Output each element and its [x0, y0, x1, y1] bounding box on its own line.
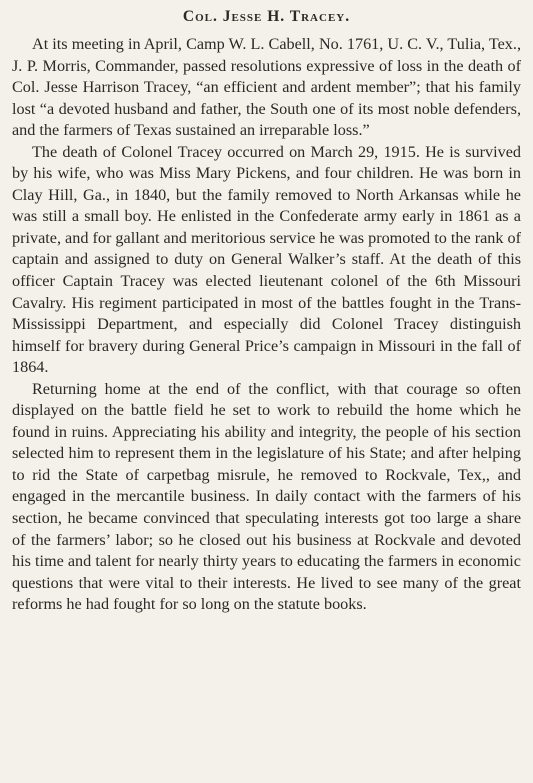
- paragraph-resolution: At its meeting in April, Camp W. L. Cabell, No. 1761, U. C. V., Tulia, Tex., J. P. Morris, Commander, passed resolutions expressive of loss in the death of Col. Jesse Harrison Tracey, “an efficient and ardent member”; that his family lost “a devoted husband and father, the South one of its most noble defenders, and the farmers of Texas sustained an irreparable loss.”: [12, 35, 521, 140]
- paragraph-later-life: Returning home at the end of the conflict, with that courage so often displayed on the battle field he set to work to rebuild the home which he found in ruins. Appreciating his ability and integrity, the people of his section selected him to represent them in the legislature of his State; and after helping to rid the State of carpetbag misrule, he removed to Rockvale, Tex,, and engaged in the mercantile business. In daily contact with the farmers of his section, he became convinced that speculating interests got too large a share of the farmers’ labor; so he closed out his business at Rockvale and devoted his time and talent for nearly thirty years to educating the farmers in economic questions that were vital to their interests. He lived to see many of the great reforms he had fought for so long on the statute books.: [12, 379, 521, 614]
- article-title: Col. Jesse H. Tracey.: [182, 8, 351, 25]
- paragraph-biography: The death of Colonel Tracey occurred on March 29, 1915. He is survived by his wife, who was Miss Mary Pickens, and four children. He was born in Clay Hill, Ga., in 1840, but the family removed to North Arkansas while he was still a small boy. He enlisted in the Confederate army early in 1861 as a private, and for gallant and meritorious service he was promoted to the rank of captain and assigned to duty on General Walker’s staff. At the death of this officer Captain Tracey was elected lieutenant colonel of the 6th Missouri Cavalry. His regiment participated in most of the battles fought in the Trans-Mississippi Department, and especially did Colonel Tracey distinguish himself for bravery during General Price’s campaign in Missouri in the fall of 1864.: [12, 142, 521, 377]
- article-body: [12, 34, 521, 616]
